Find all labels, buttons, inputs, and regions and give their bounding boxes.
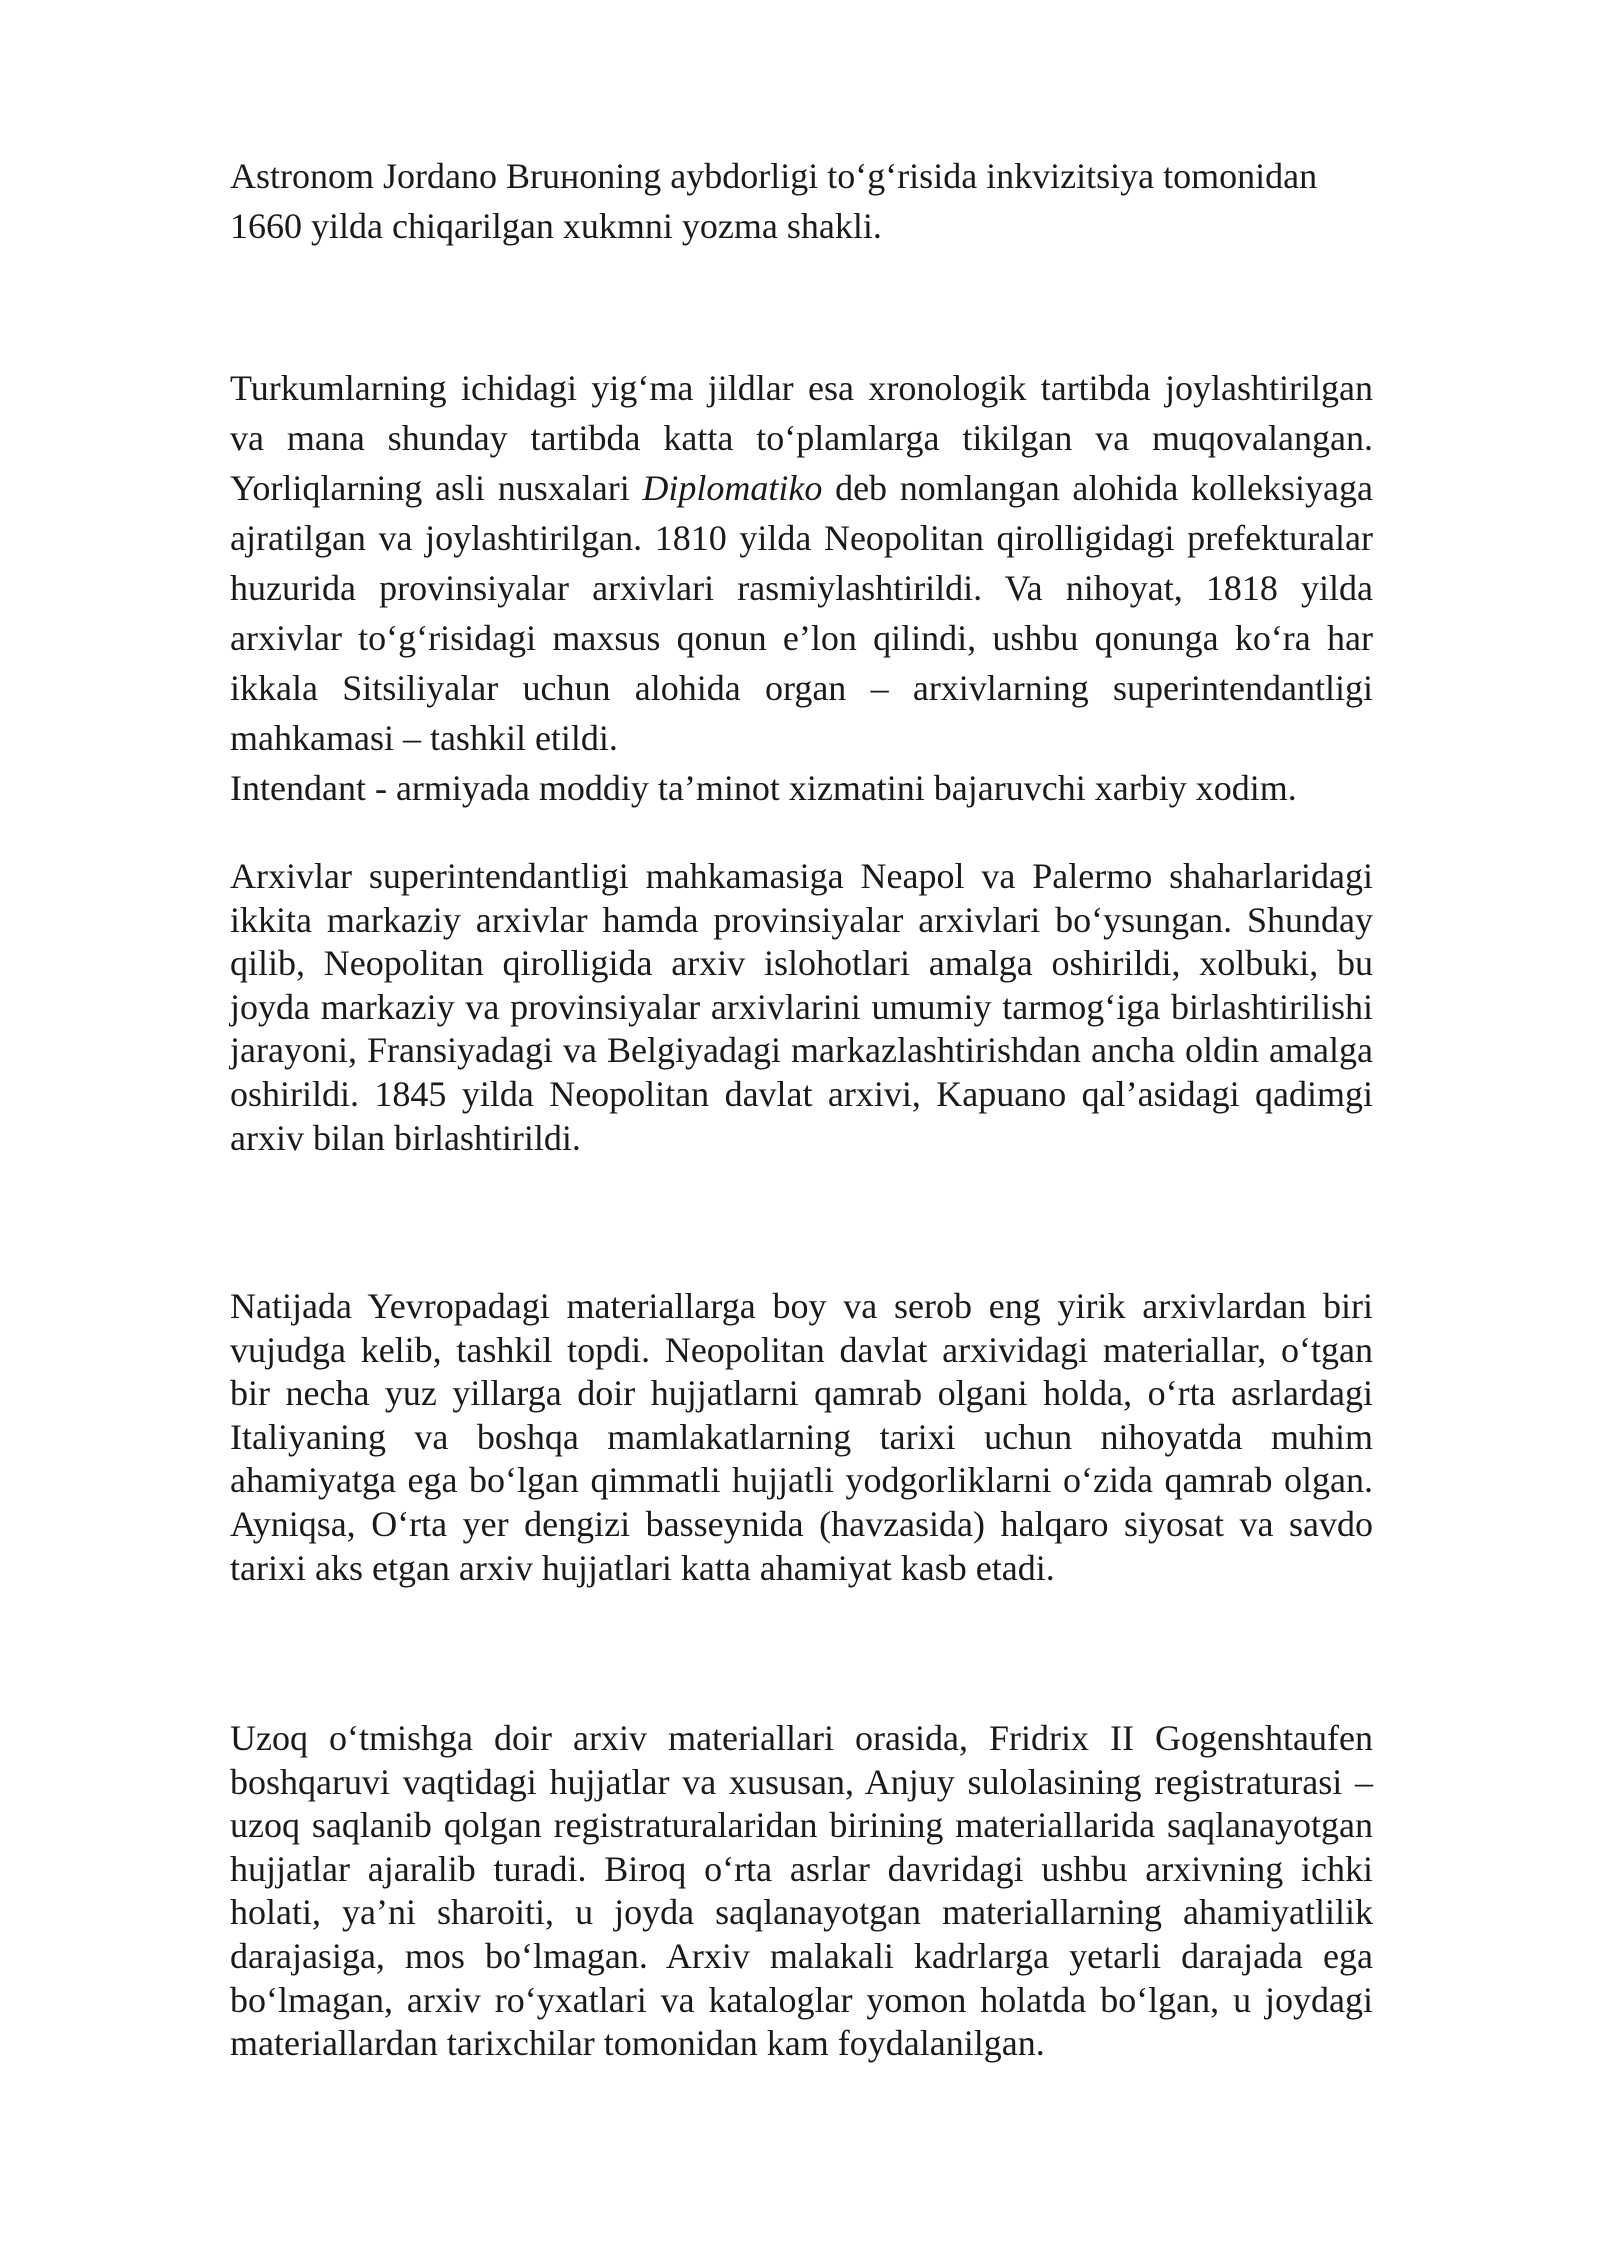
paragraph-result: Natijada Yevropadagi materiallarga boy va serob eng yirik arxivlardan biri vujudga kelib, tashkil topdi. Neopolitan davlat arxividagi materiallar, o‘tgan bir necha yuz yillarga doir hujjatlarni qamrab olgani holda, o‘rta asrlardagi Italiyaning va boshqa mamlakatlarning tarixi uchun nihoyatda muhim ahamiyatga ega bo‘lgan qimmatli hujjatli yodgorliklarni o‘zida qamrab olgan. Ayniqsa, O‘rta yer dengizi basseynida (havzasida) halqaro siyosat va savdo tarixi aks etgan arxiv hujjatlari katta ahamiyat kasb etadi. [230, 1286, 1373, 1588]
paragraph-past-materials: Uzoq o‘tmishga doir arxiv materiallari orasida, Fridrix II Gogenshtaufen boshqaruvi vaqtidagi hujjatlar va xususan, Anjuy sulolasining registraturasi – uzoq saqlanib qolgan registraturalaridan birining materiallarida saqlanayotgan hujjatlar ajaralib turadi. Biroq o‘rta asrlar davridagi ushbu arxivning ichki holati, ya’ni sharoiti, u joyda saqlanayotgan materiallarning ahamiyatlilik darajasiga, mos bo‘lmagan. Arxiv malakali kadrlarga yetarli darajada ega bo‘lmagan, arxiv ro‘yxatlari va kataloglar yomon holatda bo‘lgan, u joydagi materiallardan tarixchilar tomonidan kam foydalanilgan. [230, 1718, 1373, 2064]
paragraph-text: deb nomlangan alohida kolleksiyaga ajratilgan va joylashtirilgan. 1810 yilda Neopolitan qirolligidagi prefekturalar huzurida provinsiyalar arxivlari rasmiylashtirildi. Va nihoyat, 1818 yilda arxivlar to‘g‘risidagi maxsus qonun e’lon qilindi, ushbu qonunga ko‘ra har ikkala Sitsiliyalar uchun alohida organ – arxivlarning superintendantligi mahkamasi – tashkil etildi. [230, 468, 1373, 758]
italic-term-diplomatiko: Diplomatiko [642, 468, 823, 508]
paragraph-text: Turkumlarning ichidagi yig‘ma jildlar esa xronologik tartibda joylashtirilgan va mana shunday tartibda katta to‘plamlarga tikilgan va muqovalangan. Yorliqlarning asli nusxalari [230, 368, 1373, 508]
paragraph-footnote-line: Intendant - armiyada moddiy ta’minot xizmatini bajaruvchi xarbiy xodim. [230, 768, 1297, 808]
paragraph-archive-collections [230, 363, 1373, 813]
paragraph-superintendency: Arxivlar superintendantligi mahkamasiga Neapol va Palermo shaharlaridagi ikkita markaziy arxivlar hamda provinsiyalar arxivlari bo‘ysungan. Shunday qilib, Neopolitan qirolligida arxiv islohotlari amalga oshirildi, xolbuki, bu joyda markaziy va provinsiyalar arxivlarini umumiy tarmog‘iga birlashtirilishi jarayoni, Fransiyadagi va Belgiyadagi markazlashtirishdan ancha oldin amalga oshirildi. 1845 yilda Neopolitan davlat arxivi, Kapuano qal’asidagi qadimgi arxiv bilan birlashtirildi. [230, 856, 1373, 1158]
paragraph-caption: Astronom Jordano Bruноning aybdorligi to‘g‘risida inkvizitsiya tomonidan 1660 yilda chiqarilgan xukmni yozma shakli. [230, 156, 1318, 246]
